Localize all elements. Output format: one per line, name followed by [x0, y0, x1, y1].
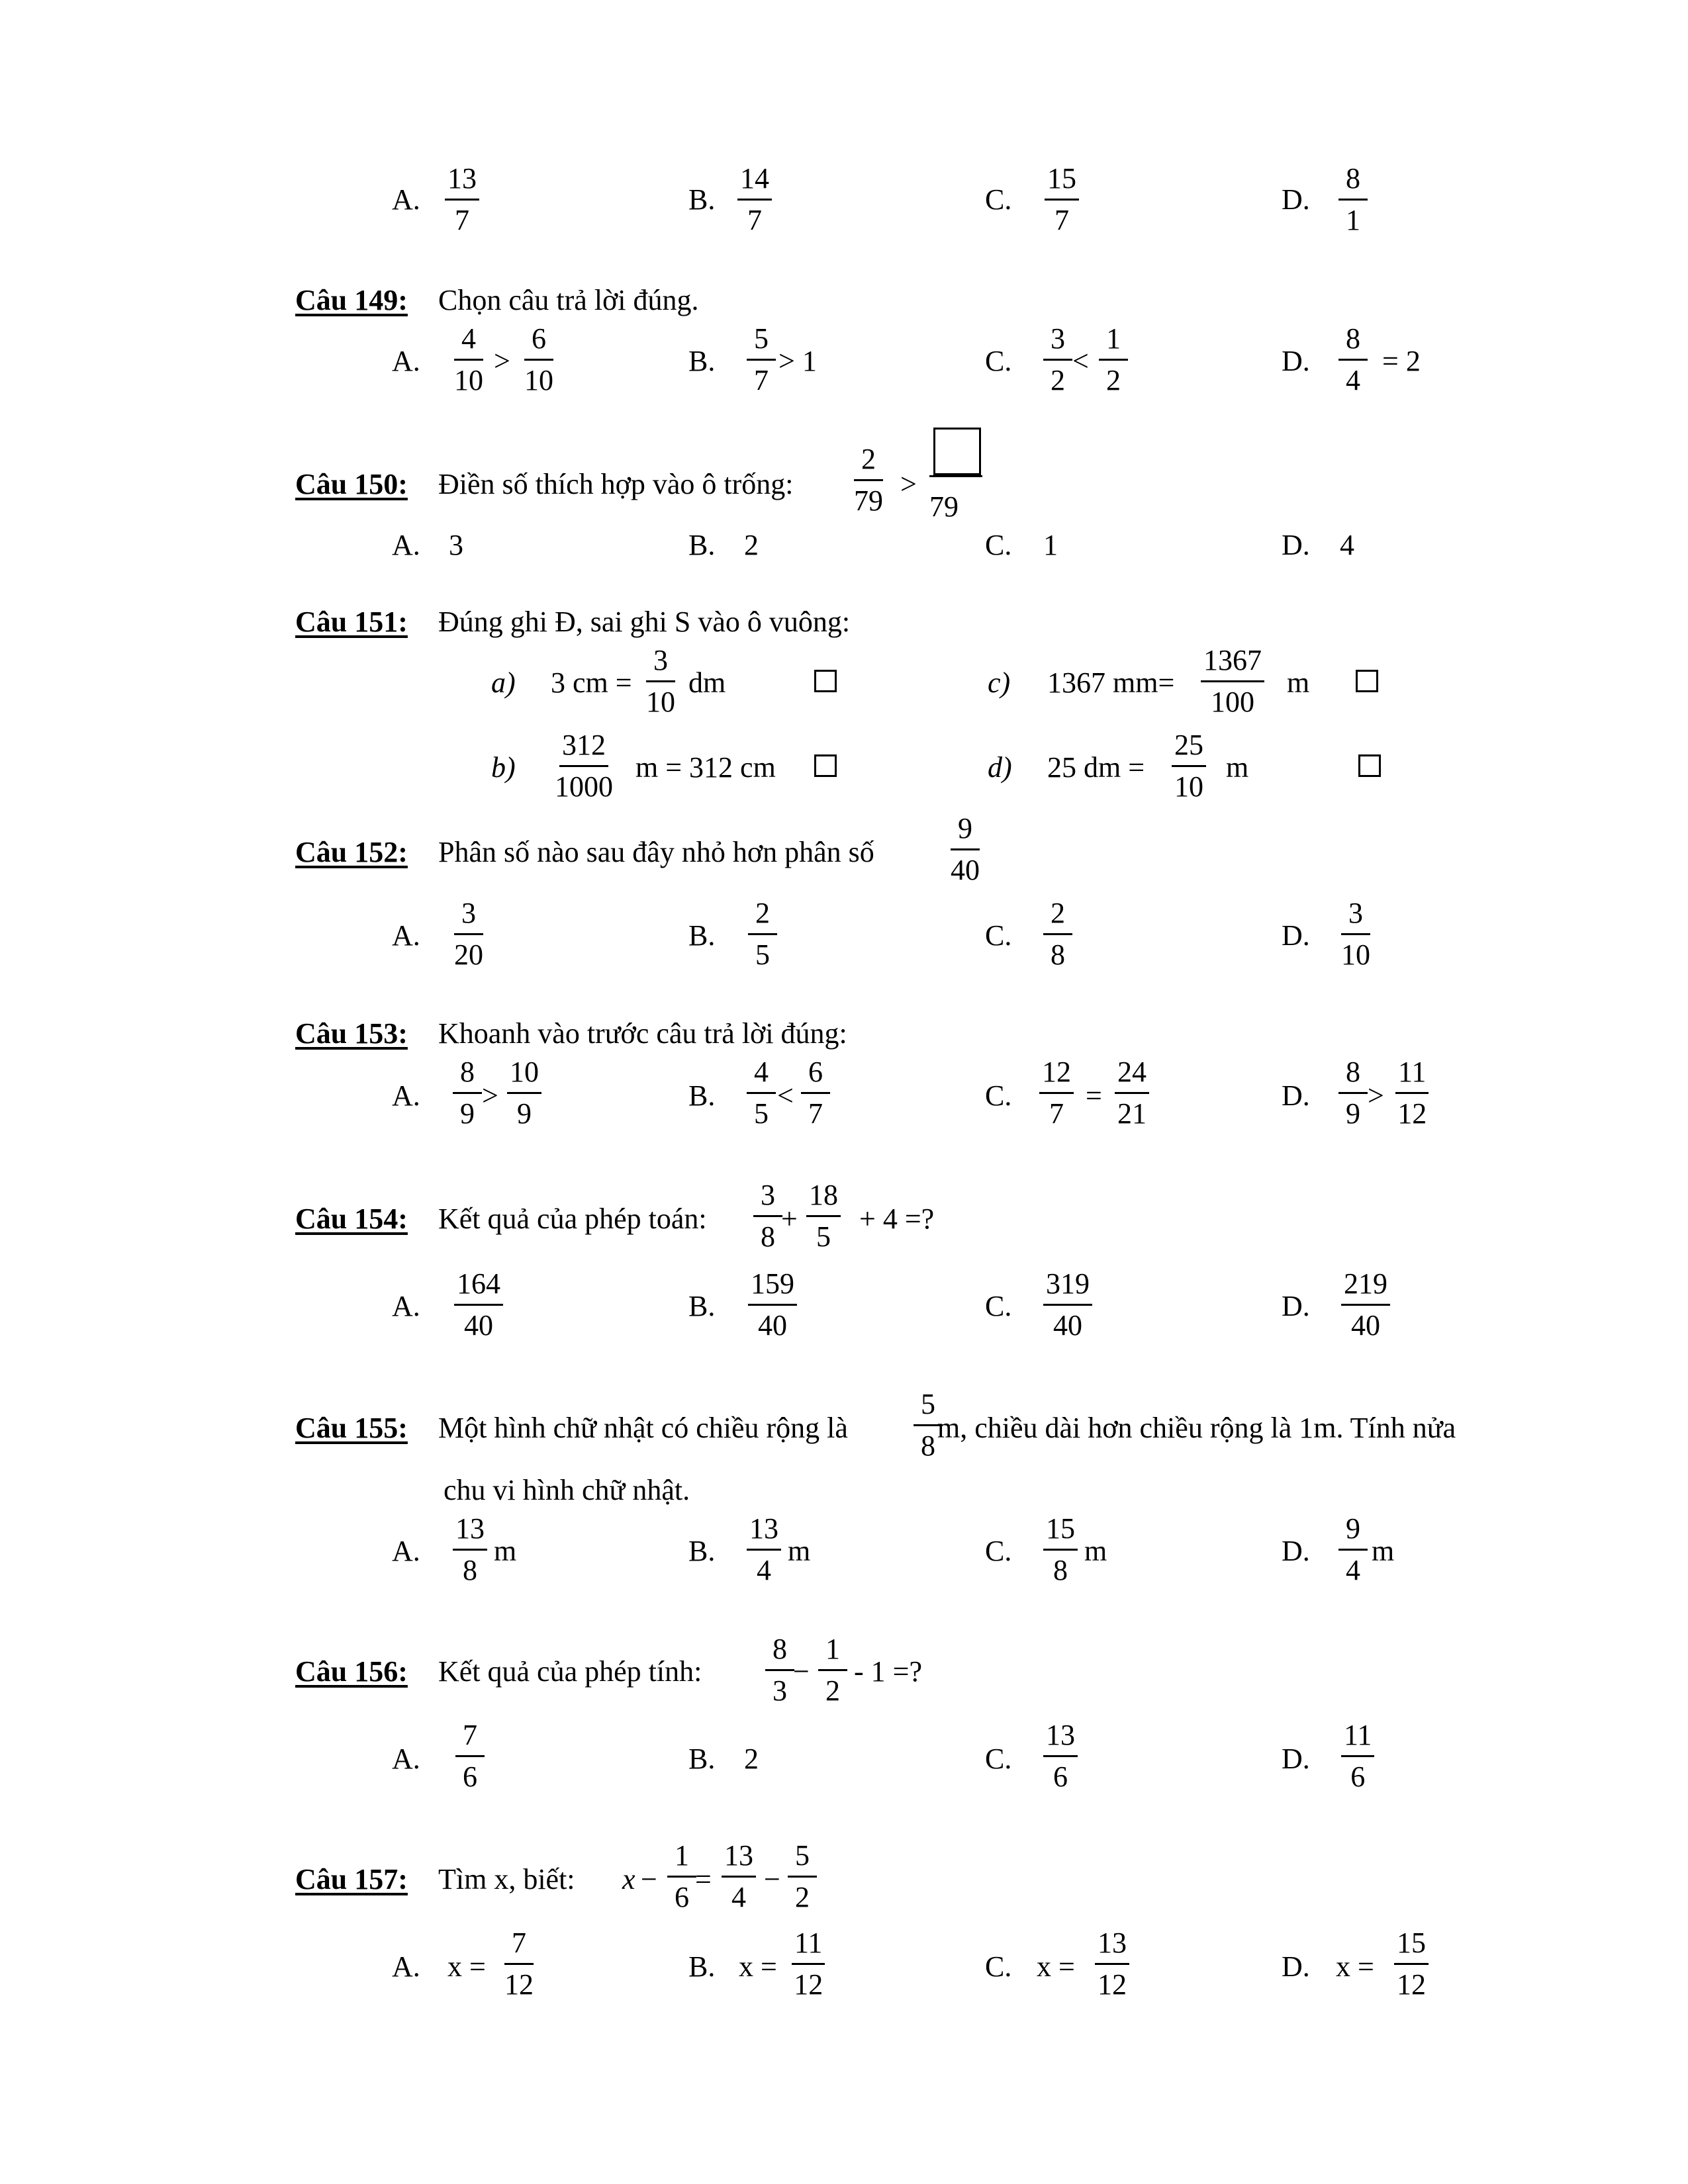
- unit: m: [494, 1535, 517, 1567]
- operator: −: [793, 1655, 810, 1688]
- option-letter: B.: [688, 1290, 716, 1322]
- question-label: Câu 151:: [295, 606, 408, 638]
- option-fraction: 6 10: [524, 322, 553, 396]
- operator: >: [900, 468, 917, 500]
- answer-blank-box[interactable]: [933, 428, 981, 475]
- option-letter: C.: [985, 1535, 1012, 1567]
- option-prefix: x =: [1336, 1950, 1374, 1983]
- option-letter: B.: [688, 1079, 716, 1112]
- unit: m: [1084, 1535, 1107, 1567]
- option-letter: A.: [392, 345, 420, 377]
- operator: −: [764, 1863, 780, 1895]
- option-fraction: 8 1: [1338, 164, 1368, 235]
- question-label: Câu 154:: [295, 1203, 408, 1235]
- operator: + 4 =?: [859, 1203, 935, 1235]
- option-letter: B.: [688, 1743, 716, 1775]
- item-tag: b): [491, 751, 516, 784]
- option-letter: B.: [688, 919, 716, 952]
- option-letter: D.: [1282, 345, 1310, 377]
- option-prefix: x =: [739, 1950, 777, 1983]
- option-fraction: 10 9: [507, 1058, 541, 1128]
- question-label: Câu 156:: [295, 1655, 408, 1688]
- option-value: 1: [1043, 529, 1058, 561]
- option-letter: D.: [1282, 1290, 1310, 1322]
- option-fraction: 8 9: [453, 1058, 482, 1128]
- option-letter: B.: [688, 345, 716, 377]
- option-letter: D.: [1282, 183, 1310, 216]
- item-text: 25 dm =: [1047, 751, 1145, 784]
- question-label: Câu 153:: [295, 1017, 408, 1050]
- answer-checkbox[interactable]: [814, 754, 837, 777]
- item-text: m: [1226, 751, 1249, 784]
- option-fraction: 4 10: [454, 322, 483, 396]
- option-fraction: 219 40: [1341, 1269, 1390, 1340]
- option-letter: B.: [688, 529, 716, 561]
- option-letter: B.: [688, 1950, 716, 1983]
- unit: m: [1372, 1535, 1395, 1567]
- question-label: Câu 149:: [295, 284, 408, 316]
- option-letter: D.: [1282, 1950, 1310, 1983]
- operator: +: [781, 1203, 798, 1235]
- option-letter: C.: [985, 1290, 1012, 1322]
- item-text: 3 cm =: [551, 666, 632, 699]
- operator: <: [777, 1079, 794, 1112]
- option-letter: C.: [985, 183, 1012, 216]
- question-text: Phân số nào sau đây nhỏ hơn phân số: [438, 836, 874, 868]
- variable: x: [622, 1863, 635, 1895]
- item-text: dm: [688, 666, 726, 699]
- option-letter: B.: [688, 1535, 716, 1567]
- question-text: Kết quả của phép toán:: [438, 1203, 707, 1235]
- option-letter: C.: [985, 1079, 1012, 1112]
- option-prefix: x =: [447, 1950, 486, 1983]
- fraction: 5 8: [914, 1390, 943, 1461]
- option-fraction: 13 12: [1095, 1929, 1129, 1999]
- fraction: 13 4: [722, 1841, 756, 1912]
- item-text: 1367 mm=: [1047, 666, 1175, 699]
- fraction: 5 2: [788, 1841, 817, 1912]
- question-label: Câu 152:: [295, 836, 408, 868]
- fraction: 8 3: [765, 1635, 794, 1706]
- item-text: m = 312 cm: [635, 751, 776, 784]
- option-letter: A.: [392, 1079, 420, 1112]
- option-fraction: 2 5: [748, 899, 777, 970]
- answer-checkbox[interactable]: [1356, 670, 1378, 692]
- option-letter: C.: [985, 529, 1012, 561]
- option-fraction: 12 7: [1039, 1058, 1074, 1128]
- option-letter: A.: [392, 919, 420, 952]
- item-tag: a): [491, 666, 516, 699]
- option-letter: D.: [1282, 919, 1310, 952]
- option-fraction: 24 21: [1115, 1058, 1149, 1128]
- question-label: Câu 155:: [295, 1412, 408, 1444]
- fraction: 312 1000: [555, 729, 613, 803]
- option-fraction: 14 7: [737, 164, 772, 235]
- option-fraction: 319 40: [1043, 1269, 1092, 1340]
- fraction: 3 10: [646, 644, 675, 718]
- question-text: Điền số thích hợp vào ô trống:: [438, 468, 794, 500]
- option-fraction: 1 2: [1099, 324, 1128, 395]
- item-tag: c): [988, 666, 1011, 699]
- item-tag: d): [988, 751, 1012, 784]
- option-fraction: 13 8: [453, 1514, 487, 1585]
- option-letter: C.: [985, 919, 1012, 952]
- option-fraction: 8 4: [1338, 324, 1368, 395]
- option-letter: C.: [985, 345, 1012, 377]
- option-fraction: 11 12: [792, 1929, 825, 1999]
- question-text: chu vi hình chữ nhật.: [444, 1474, 690, 1506]
- option-letter: A.: [392, 529, 420, 561]
- option-fraction: 13 4: [747, 1514, 781, 1585]
- option-fraction: 8 9: [1338, 1058, 1368, 1128]
- option-fraction: 9 4: [1338, 1514, 1368, 1585]
- operator: =: [1086, 1079, 1102, 1112]
- option-letter: D.: [1282, 1535, 1310, 1567]
- option-letter: C.: [985, 1743, 1012, 1775]
- answer-checkbox[interactable]: [814, 670, 837, 692]
- option-fraction: 11 6: [1341, 1721, 1374, 1792]
- question-label: Câu 157:: [295, 1863, 408, 1895]
- option-fraction: 6 7: [801, 1058, 830, 1128]
- option-letter: A.: [392, 1743, 420, 1775]
- operator: >: [494, 345, 510, 377]
- fraction: 1 6: [667, 1841, 696, 1912]
- option-fraction: 159 40: [748, 1269, 797, 1340]
- operator: =: [695, 1863, 712, 1895]
- fraction-bar: [929, 475, 982, 477]
- operator: −: [641, 1863, 657, 1895]
- option-letter: D.: [1282, 1743, 1310, 1775]
- question-text: Tìm x, biết:: [438, 1863, 575, 1895]
- option-value: 2: [744, 1743, 759, 1775]
- option-letter: B.: [688, 183, 716, 216]
- operator: - 1 =?: [854, 1655, 922, 1688]
- option-fraction: 13 7: [445, 164, 479, 235]
- question-text: Kết quả của phép tính:: [438, 1655, 702, 1688]
- question-text: Một hình chữ nhật có chiều rộng là: [438, 1412, 848, 1444]
- question-text: m, chiều dài hơn chiều rộng là 1m. Tính nửa: [937, 1412, 1456, 1444]
- operator: >: [1368, 1079, 1384, 1112]
- fraction: 2 79: [854, 443, 883, 517]
- item-text: m: [1287, 666, 1310, 699]
- option-fraction: 15 8: [1043, 1514, 1078, 1585]
- fraction: 1 2: [818, 1635, 847, 1706]
- operator: <: [1072, 345, 1089, 377]
- question-label: Câu 150:: [295, 468, 408, 500]
- operator: = 2: [1382, 345, 1421, 377]
- answer-checkbox[interactable]: [1358, 754, 1381, 777]
- option-prefix: x =: [1037, 1950, 1075, 1983]
- option-letter: A.: [392, 1290, 420, 1322]
- option-letter: A.: [392, 1950, 420, 1983]
- fraction: 9 40: [951, 812, 980, 886]
- operator: > 1: [778, 345, 817, 377]
- option-letter: A.: [392, 1535, 420, 1567]
- option-letter: D.: [1282, 529, 1310, 561]
- option-fraction: 15 12: [1394, 1929, 1429, 1999]
- option-fraction: 3 10: [1341, 897, 1370, 971]
- option-fraction: 7 12: [504, 1927, 534, 2001]
- option-fraction: 13 6: [1043, 1721, 1078, 1792]
- option-fraction: 3 2: [1043, 324, 1072, 395]
- denominator: 79: [929, 490, 959, 523]
- option-letter: C.: [985, 1950, 1012, 1983]
- option-value: 4: [1340, 529, 1354, 561]
- option-value: 2: [744, 529, 759, 561]
- option-fraction: 3 20: [454, 897, 483, 971]
- option-fraction: 15 7: [1045, 164, 1079, 235]
- option-value: 3: [449, 529, 463, 561]
- option-letter: A.: [392, 183, 420, 216]
- question-text: Chọn câu trả lời đúng.: [438, 284, 699, 316]
- fraction: 18 5: [806, 1181, 841, 1251]
- fraction: 3 8: [753, 1181, 782, 1251]
- fraction: 25 10: [1172, 731, 1206, 801]
- question-text: Khoanh vào trước câu trả lời đúng:: [438, 1017, 847, 1050]
- fraction: 1367 100: [1201, 646, 1264, 717]
- option-fraction: 11 12: [1395, 1058, 1429, 1128]
- option-fraction: 5 7: [747, 324, 776, 395]
- option-fraction: 4 5: [747, 1058, 776, 1128]
- option-letter: D.: [1282, 1079, 1310, 1112]
- option-fraction: 164 40: [454, 1269, 503, 1340]
- unit: m: [788, 1535, 811, 1567]
- operator: >: [482, 1079, 498, 1112]
- question-text: Đúng ghi Đ, sai ghi S vào ô vuông:: [438, 606, 851, 638]
- option-fraction: 2 8: [1043, 899, 1072, 970]
- option-fraction: 7 6: [455, 1721, 485, 1792]
